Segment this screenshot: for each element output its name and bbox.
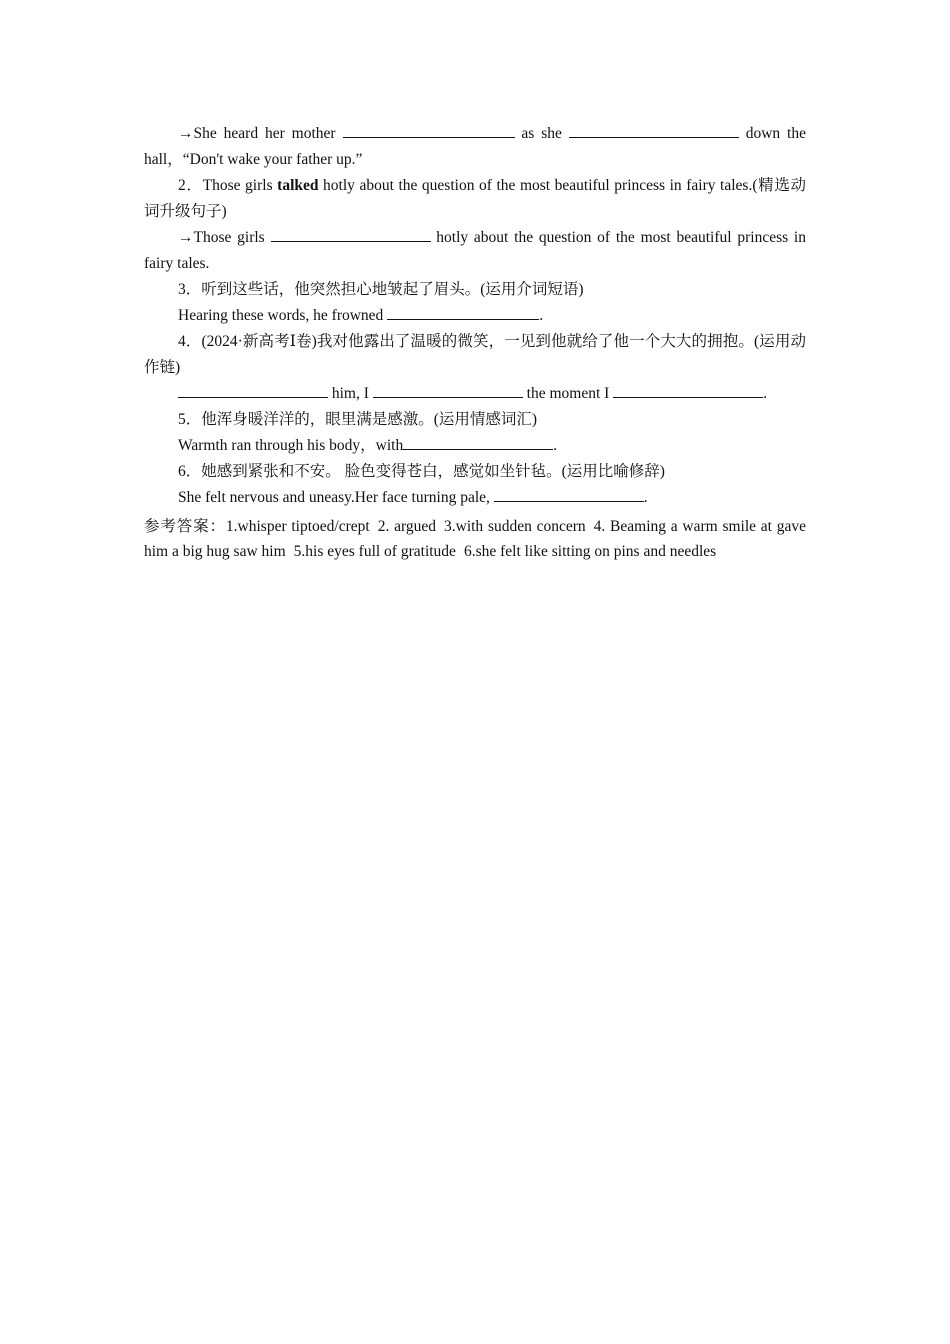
answer-blank[interactable] xyxy=(343,122,515,138)
exercise-4-answer-line: him, I the moment I . xyxy=(144,381,806,407)
answer-blank[interactable] xyxy=(178,382,328,398)
answer-blank[interactable] xyxy=(387,304,539,320)
document-page xyxy=(144,121,806,564)
exercise-3-prompt: 3．听到这些话，他突然担心地皱起了眉头。(运用介词短语) xyxy=(178,281,584,298)
exercise-3-answer-line: Hearing these words, he frowned . xyxy=(144,303,806,329)
answer-blank[interactable] xyxy=(494,486,644,502)
answer-blank[interactable] xyxy=(569,122,739,138)
exercise-2-answer-line: →Those girls hotly about the question of the most beautiful princess in fairy tales. xyxy=(144,225,806,277)
answer-blank[interactable] xyxy=(613,382,763,398)
arrow-icon: → xyxy=(178,229,194,246)
answer-blank[interactable] xyxy=(271,226,431,242)
exercise-6-answer-line: She felt nervous and uneasy.Her face turning pale, . xyxy=(144,485,806,511)
exercise-1-answer-line: →She heard her mother as she down the hall，“Don't wake your father up.” xyxy=(144,121,806,173)
exercise-4-prompt: 4．(2024·新高考Ⅰ卷)我对他露出了温暖的微笑，一见到他就给了他一个大大的拥抱。(运用动作链) xyxy=(144,333,806,376)
exercise-5-answer-line: Warmth ran through his body，with . xyxy=(144,433,806,459)
answer-blank[interactable] xyxy=(403,434,553,450)
exercise-2-prompt: 2．Those girls talked hotly about the question of the most beautiful princess in fairy tales.(精选动词升级句子) xyxy=(144,177,807,220)
exercise-6-prompt: 6．她感到紧张和不安。 脸色变得苍白，感觉如坐针毡。(运用比喻修辞) xyxy=(178,463,665,480)
answers-label: 参考答案： xyxy=(144,518,226,535)
answer-blank[interactable] xyxy=(373,382,523,398)
exercise-5-prompt: 5．他浑身暖洋洋的，眼里满是感激。(运用情感词汇) xyxy=(178,411,538,428)
reference-answers: 参考答案：1.whisper tiptoed/crept 2. argued 3.with sudden concern 4. Beaming a warm smile at gave him a big hug saw him 5.his eyes full of gratitude 6.she felt like sitting on pins and needles xyxy=(144,518,806,560)
arrow-icon: → xyxy=(178,125,194,142)
